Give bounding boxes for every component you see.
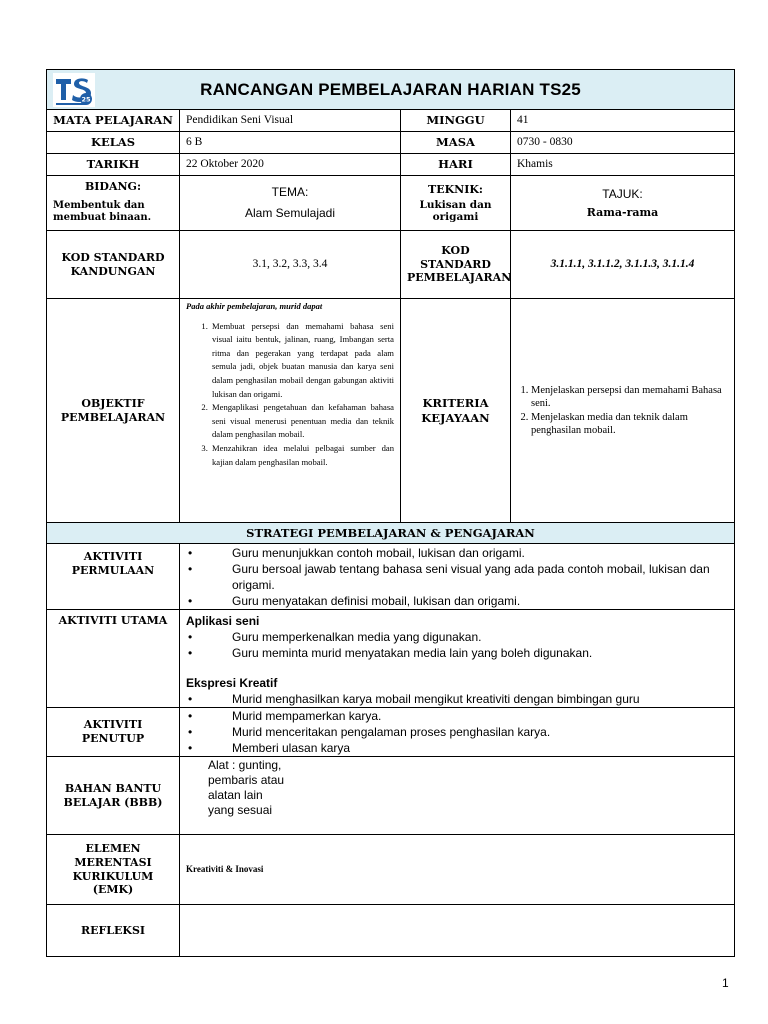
kelas-value: 6 B [180, 132, 401, 154]
refleksi-value [180, 905, 735, 957]
tarikh-value: 22 Oktober 2020 [180, 154, 401, 176]
ekspresi-list [186, 691, 728, 707]
bbb-line: Alat : gunting, [208, 758, 282, 772]
mata-pelajaran-label: MATA PELAJARAN [47, 110, 180, 132]
bbb-label: BAHAN BANTU BELAJAR (BBB) [47, 757, 180, 835]
bbb-line: yang sesuai [208, 803, 273, 817]
teknik-cell [401, 176, 511, 231]
page-number: 1 [722, 976, 729, 990]
ekspresi-heading: Ekspresi Kreatif [186, 676, 278, 690]
list-item: • Guru bersoal jawab tentang bahasa seni visual yang ada pada contoh mobail, lukisan dan origami. [186, 561, 728, 593]
objektif-label: OBJEKTIF PEMBELAJARAN [47, 299, 180, 523]
title-row [47, 70, 735, 110]
tema-cell [180, 176, 401, 231]
list-item: • Memberi ulasan karya [186, 740, 728, 756]
list-item: • Guru menunjukkan contoh mobail, lukisan dan origami. [186, 545, 728, 561]
tajuk-cell [511, 176, 735, 231]
ts25-logo-icon [53, 73, 95, 107]
tarikh-label: TARIKH [47, 154, 180, 176]
tajuk-value: Rama-rama [586, 205, 659, 219]
hari-label: HARI [401, 154, 511, 176]
bbb-cell [180, 757, 735, 835]
kriteria-label: KRITERIA KEJAYAAN [401, 299, 511, 523]
list-item: • Guru menyatakan definisi mobail, lukisan dan origami. [186, 593, 728, 609]
list-item: • Murid menghasilkan karya mobail mengikut kreativiti dengan bimbingan guru [186, 691, 728, 707]
kod-sk-label: KOD STANDARD KANDUNGAN [47, 231, 180, 299]
kod-sp-label: KOD STANDARD PEMBELAJARAN [401, 231, 511, 299]
kriteria-item: 2. Menjelaskan media dan teknik dalam penghasilan mobail. [531, 411, 728, 438]
minggu-label: MINGGU [401, 110, 511, 132]
mata-pelajaran-value: Pendidikan Seni Visual [180, 110, 401, 132]
kriteria-cell [511, 299, 735, 523]
teknik-label: TEKNIK: [428, 182, 483, 196]
penutup-list [186, 708, 728, 756]
list-item: • Guru meminta murid menyatakan media lain yang boleh digunakan. [186, 645, 728, 661]
permulaan-cell [180, 544, 735, 610]
hari-value: Khamis [511, 154, 735, 176]
kelas-label: KELAS [47, 132, 180, 154]
objektif-list [186, 320, 394, 470]
emk-value: Kreativiti & Inovasi [180, 835, 735, 905]
page-title: RANCANGAN PEMBELAJARAN HARIAN TS25 [200, 79, 581, 99]
kod-sp-value: 3.1.1.1, 3.1.1.2, 3.1.1.3, 3.1.1.4 [511, 231, 735, 299]
objektif-item: 3. Menzahikran idea melalui pelbagai sumber dan kajian dalam penghasilan mobail. [210, 442, 394, 469]
kriteria-list [517, 384, 728, 438]
list-item: • Murid mempamerkan karya. [186, 708, 728, 724]
emk-label: ELEMEN MERENTASI KURIKULUM (EMK) [47, 835, 180, 905]
penutup-cell [180, 708, 735, 757]
aplikasi-heading: Aplikasi seni [186, 614, 260, 628]
utama-cell [180, 610, 735, 708]
masa-value: 0730 - 0830 [511, 132, 735, 154]
objektif-item: 1. Membuat persepsi dan memahami bahasa seni visual iaitu bentuk, jalinan, ruang, Imbangan serta ritma dan pegerakan yang terdapat pada alam semula jadi, objek buatan manusia dan karya seni dalam penghasilan mobail dengan gabungan aktiviti lukisan dan origami. [210, 320, 394, 402]
teknik-value: Lukisan dan origami [419, 199, 492, 224]
refleksi-label: REFLEKSI [47, 905, 180, 957]
bidang-cell [47, 176, 180, 231]
minggu-value: 41 [511, 110, 735, 132]
list-item: • Murid menceritakan pengalaman proses penghasilan karya. [186, 724, 728, 740]
objektif-intro: Pada akhir pembelajaran, murid dapat [186, 301, 323, 311]
svg-text:25: 25 [81, 95, 91, 104]
bidang-label: BIDANG: [84, 180, 142, 193]
bidang-value: Membentuk dan membuat binaan. [53, 199, 152, 223]
permulaan-list [186, 545, 728, 609]
masa-label: MASA [401, 132, 511, 154]
kod-sk-value: 3.1, 3.2, 3.3, 3.4 [180, 231, 401, 299]
objektif-cell [180, 299, 401, 523]
permulaan-label: AKTIVITI PERMULAAN [47, 544, 180, 610]
strategi-heading: STRATEGI PEMBELAJARAN & PENGAJARAN [47, 523, 735, 544]
list-item: • Guru memperkenalkan media yang digunakan. [186, 629, 728, 645]
objektif-item: 2. Mengaplikasi pengetahuan dan kefahaman bahasa seni visual menerusi penentuan media dan teknik dalam penghasilan mobail. [210, 401, 394, 442]
lesson-plan-table [46, 69, 735, 957]
tema-value: Alam Semulajadi [244, 206, 336, 220]
tema-label: TEMA: [271, 185, 309, 199]
kriteria-item: 1. Menjelaskan persepsi dan memahami Bahasa seni. [531, 384, 728, 411]
bbb-line: pembaris atau [208, 773, 285, 787]
utama-label: AKTIVITI UTAMA [47, 610, 180, 708]
penutup-label: AKTIVITI PENUTUP [47, 708, 180, 757]
tajuk-label: TAJUK: [602, 186, 643, 201]
aplikasi-list [186, 629, 728, 661]
bbb-line: alatan lain [208, 788, 263, 802]
